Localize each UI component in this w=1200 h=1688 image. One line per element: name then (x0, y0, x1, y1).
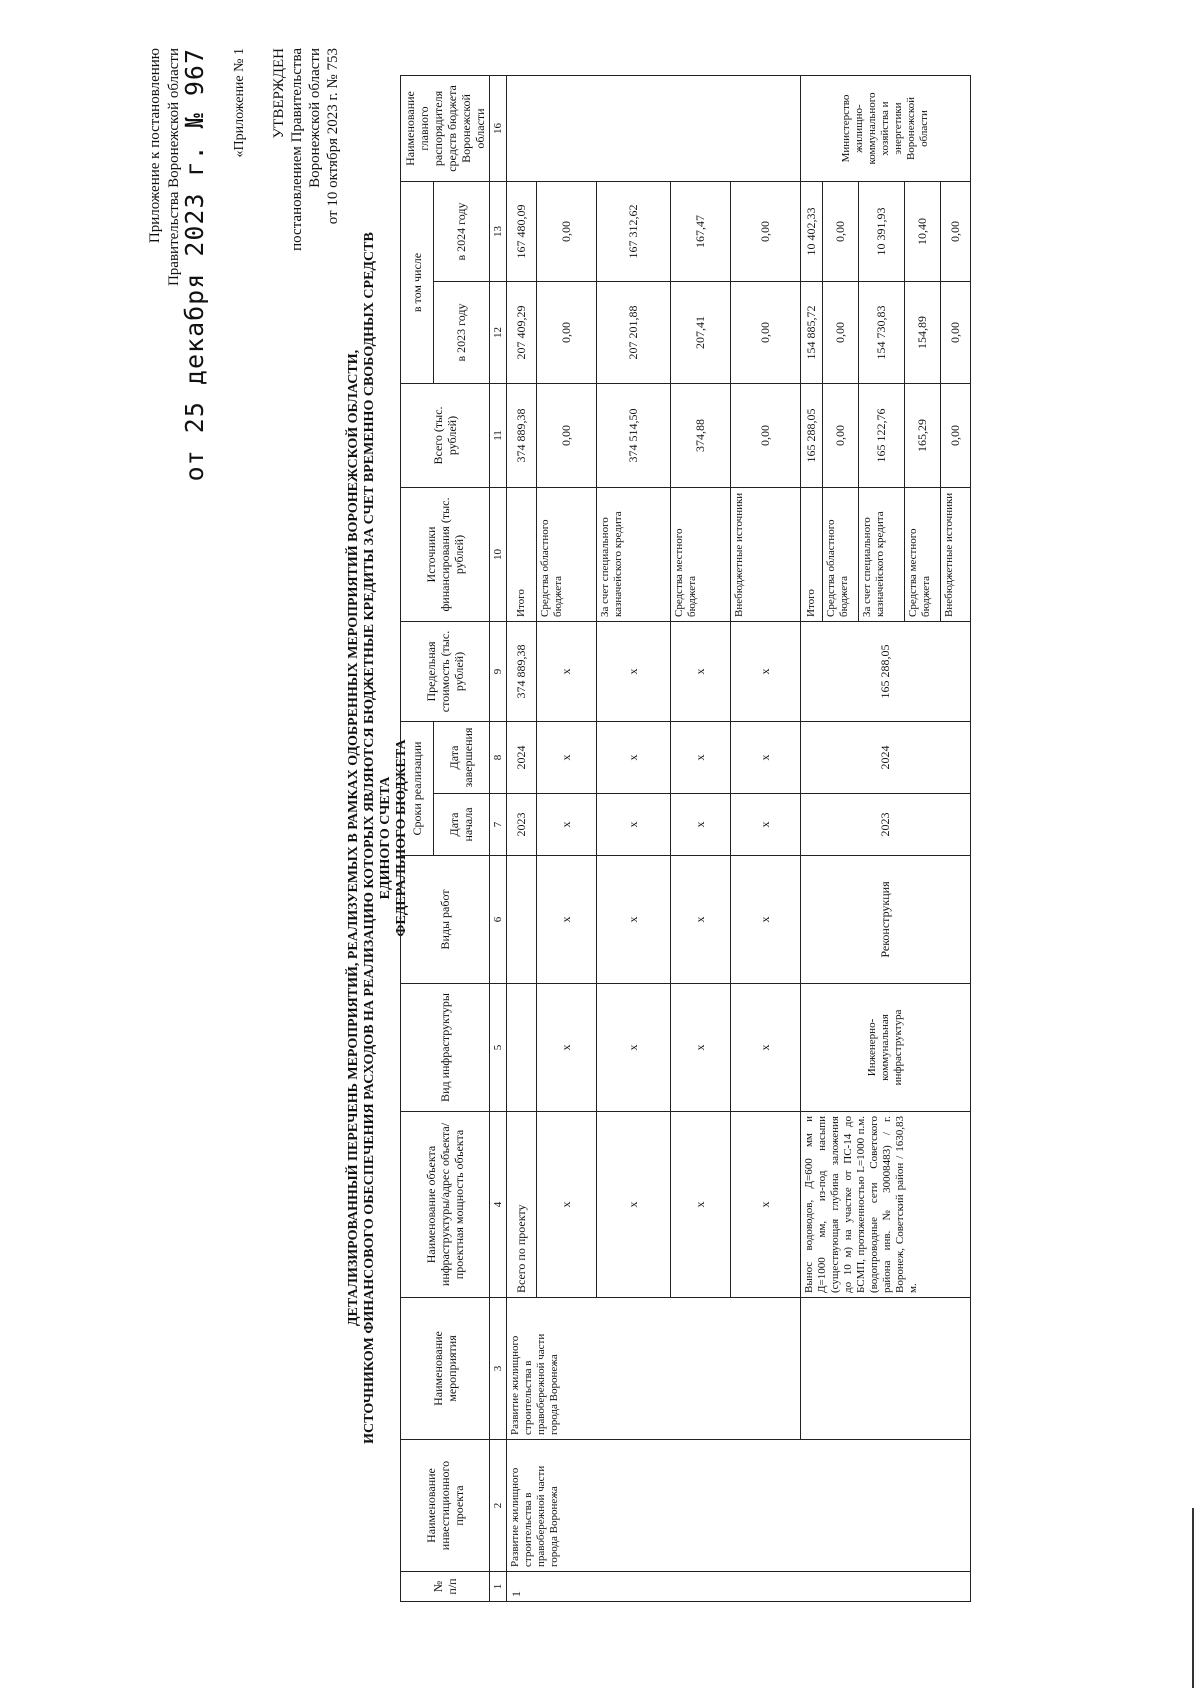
title-line-1: ДЕТАЛИЗИРОВАННЫЙ ПЕРЕЧЕНЬ МЕРОПРИЯТИЙ, РЕАЛИЗУЕМЫХ В РАМКАХ ОДОБРЕННЫХ МЕРОПРИЯТИЙ ВОРОНЕЖСКОЙ ОБЛАСТИ, (346, 349, 361, 1327)
col-number: 9 (490, 622, 507, 722)
col-num: № п/п (401, 1572, 490, 1602)
cell-works: х (731, 856, 801, 984)
cell-cost: 374 889,38 (507, 622, 537, 722)
table-row (507, 76, 537, 1602)
cell-source: Итого (801, 488, 823, 622)
cell-total: 0,00 (731, 384, 801, 488)
col-number: 6 (490, 856, 507, 984)
cell-cost: х (597, 622, 671, 722)
col-number: 10 (490, 488, 507, 622)
col-number: 1 (490, 1572, 507, 1602)
col-project: Наименование инвестиционного проекта (401, 1440, 490, 1572)
cell-2023: 207 409,29 (507, 282, 537, 384)
cell-infra: Инженерно-коммунальная инфраструктура (801, 984, 971, 1112)
col-manager: Наименование главного распорядителя средств бюджета Воронежской области (401, 76, 490, 182)
cell-end: х (537, 722, 597, 794)
col-start: Дата начала (433, 794, 489, 856)
cell-object: х (537, 1112, 597, 1298)
cell-2023: 0,00 (731, 282, 801, 384)
events-table (400, 75, 971, 1602)
col-sources: Источники финансирования (тыс. рублей) (401, 488, 490, 622)
cell-works: х (671, 856, 731, 984)
col-2023: в 2023 году (433, 282, 489, 384)
cell-object: Всего по проекту (507, 1112, 537, 1298)
approval-line-1: Приложение к постановлению (147, 48, 163, 244)
cell-cost: х (731, 622, 801, 722)
cell-cost: 165 288,05 (801, 622, 971, 722)
cell-manager (507, 76, 801, 182)
cell-end: х (597, 722, 671, 794)
col-infra: Вид инфраструктуры (401, 984, 490, 1112)
col-incl: в том числе (401, 182, 434, 384)
cell-2024: 10 402,33 (801, 182, 823, 282)
cell-source: Средства областного бюджета (823, 488, 859, 622)
cell-total: 165,29 (905, 384, 941, 488)
cell-cost: х (537, 622, 597, 722)
cell-source: За счет специального казначейского кредита (597, 488, 671, 622)
table-row (801, 76, 823, 1602)
col-number: 3 (490, 1298, 507, 1440)
col-event: Наименование мероприятия (401, 1298, 490, 1440)
cell-2024: 167 312,62 (597, 182, 671, 282)
col-number: 12 (490, 282, 507, 384)
cell-2023: 207 201,88 (597, 282, 671, 384)
approval-line-2: Правительства Воронежской области (166, 48, 182, 287)
cell-2023: 154,89 (905, 282, 941, 384)
cell-event: Развитие жилищного строительства в правобережной части города Воронежа (507, 1298, 801, 1440)
approved-line-3: Воронежской области (307, 48, 323, 188)
cell-start: 2023 (507, 794, 537, 856)
approved-line-4: от 10 октября 2023 г. № 753 (325, 48, 341, 225)
cell-2023: 0,00 (823, 282, 859, 384)
col-number: 8 (490, 722, 507, 794)
col-number: 13 (490, 182, 507, 282)
cell-source: Средства местного бюджета (671, 488, 731, 622)
cell-object: х (671, 1112, 731, 1298)
title-line-2: ИСТОЧНИКОМ ФИНАНСОВОГО ОБЕСПЕЧЕНИЯ РАСХОДОВ НА РЕАЛИЗАЦИЮ КОТОРЫХ ЯВЛЯЮТСЯ БЮДЖЕТНЫЕ КРЕДИТЫ ЗА СЧЕТ ВРЕМЕННО СВОБОДНЫХ СРЕДСТВ ЕДИНОГО СЧЕТА (362, 232, 393, 1444)
cell-object: х (597, 1112, 671, 1298)
cell-object: х (731, 1112, 801, 1298)
cell-total: 165 288,05 (801, 384, 823, 488)
cell-2023: 154 730,83 (859, 282, 905, 384)
cell-2024: 167,47 (671, 182, 731, 282)
cell-start: х (537, 794, 597, 856)
col-terms: Сроки реализации (401, 722, 434, 856)
cell-2024: 10 391,93 (859, 182, 905, 282)
cell-object: Вынос водоводов, Д=600 мм и Д=1000 мм, из-под насыпи (существующая глубина заложения до 10 м) на участке от ПС-14 до БСМП, протяженностью L=1000 п.м. (водопроводные сети Советского района инв. № 30008483) / г. Воронеж, Советский район / 1630,83 м. (801, 1112, 971, 1298)
cell-total: 374 514,50 (597, 384, 671, 488)
cell-event (801, 1298, 971, 1440)
cell-start: х (671, 794, 731, 856)
col-2024: в 2024 году (433, 182, 489, 282)
cell-works (507, 856, 537, 984)
cell-works: Реконструкция (801, 856, 971, 984)
cell-2024: 167 480,09 (507, 182, 537, 282)
cell-total: 0,00 (823, 384, 859, 488)
approved-block (270, 48, 342, 348)
cell-2024: 0,00 (537, 182, 597, 282)
cell-source: Внебюджетные источники (731, 488, 801, 622)
cell-2024: 0,00 (823, 182, 859, 282)
cell-end: х (671, 722, 731, 794)
cell-start: х (731, 794, 801, 856)
col-number: 5 (490, 984, 507, 1112)
approved-line-2: постановлением Правительства (289, 48, 305, 251)
col-end: Дата завершения (433, 722, 489, 794)
title-line-3: ФЕДЕРАЛЬНОГО БЮДЖЕТА (394, 739, 409, 937)
scan-edge-line (1192, 1508, 1194, 1688)
cell-end: х (731, 722, 801, 794)
cell-cost: х (671, 622, 731, 722)
cell-start: 2023 (801, 794, 971, 856)
col-number: 4 (490, 1112, 507, 1298)
cell-project: Развитие жилищного строительства в правобережной части города Воронежа (507, 1440, 971, 1572)
cell-source: Средства местного бюджета (905, 488, 941, 622)
col-cost: Предельная стоимость (тыс. рублей) (401, 622, 490, 722)
cell-end: 2024 (801, 722, 971, 794)
annex-label: «Приложение № 1 (232, 48, 247, 158)
header-row-1 (401, 76, 434, 1602)
col-number: 7 (490, 794, 507, 856)
cell-2024: 0,00 (941, 182, 971, 282)
col-object: Наименование объекта инфраструктуры/адрес объекта/проектная мощность объекта (401, 1112, 490, 1298)
cell-source: Внебюджетные источники (941, 488, 971, 622)
col-number: 11 (490, 384, 507, 488)
col-total: Всего (тыс. рублей) (401, 384, 490, 488)
decree-stamp: от 25 декабря 2023 г. № 967 (180, 48, 209, 482)
cell-source: Средства областного бюджета (537, 488, 597, 622)
col-works: Виды работ (401, 856, 490, 984)
cell-total: 374 889,38 (507, 384, 537, 488)
approved-line-1: УТВЕРЖДЕН (271, 48, 287, 139)
cell-2023: 154 885,72 (801, 282, 823, 384)
cell-2024: 0,00 (731, 182, 801, 282)
cell-total: 165 122,76 (859, 384, 905, 488)
col-number: 2 (490, 1440, 507, 1572)
cell-source: Итого (507, 488, 537, 622)
cell-works: х (537, 856, 597, 984)
cell-total: 374,88 (671, 384, 731, 488)
cell-2023: 207,41 (671, 282, 731, 384)
cell-start: х (597, 794, 671, 856)
cell-source: За счет специального казначейского кредита (859, 488, 905, 622)
cell-num: 1 (507, 1572, 971, 1602)
cell-infra (507, 984, 537, 1112)
cell-infra: х (731, 984, 801, 1112)
cell-2024: 10,40 (905, 182, 941, 282)
cell-end: 2024 (507, 722, 537, 794)
cell-total: 0,00 (537, 384, 597, 488)
cell-2023: 0,00 (941, 282, 971, 384)
column-number-row (490, 76, 507, 1602)
approval-note (146, 48, 184, 348)
cell-total: 0,00 (941, 384, 971, 488)
col-number: 16 (490, 76, 507, 182)
cell-2023: 0,00 (537, 282, 597, 384)
cell-infra: х (537, 984, 597, 1112)
cell-infra: х (597, 984, 671, 1112)
cell-works: х (597, 856, 671, 984)
cell-manager: Министерство жилищно-коммунального хозяйства и энергетики Воронежской области (801, 76, 971, 182)
cell-infra: х (671, 984, 731, 1112)
